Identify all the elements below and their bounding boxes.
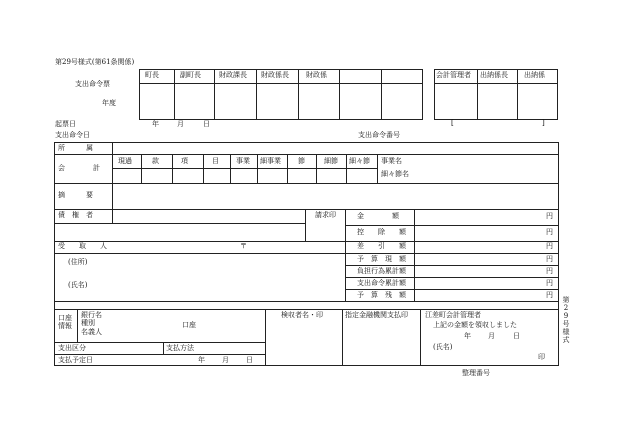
bank-holder-label: 名義人 [81, 328, 102, 336]
year-suffix: 年度 [102, 99, 116, 107]
amount-unit-budget: 円 [546, 255, 553, 263]
name-label: (氏名) [68, 281, 88, 289]
order-label: 支出命令票 [75, 80, 110, 88]
budget-col-saisetsu: 細節 [324, 157, 338, 165]
amount-unit-remaining: 円 [546, 291, 553, 299]
bank-name-label: 銀行名 [81, 311, 102, 319]
dept-label: 所 属 [58, 144, 93, 152]
recipient-label: 受 取 人 [58, 242, 107, 250]
amount-unit-total: 円 [546, 212, 553, 220]
amount-label-total: 金 額 [357, 212, 399, 220]
pay-method-label: 支払方法 [166, 344, 194, 352]
accounting-manager: 会計管理者 [436, 71, 471, 79]
budget-col-kou: 項 [181, 157, 188, 165]
pay-month: 月 [222, 356, 229, 364]
approval-finance-chief: 財政係長 [261, 71, 289, 79]
pay-day: 日 [246, 356, 253, 364]
budget-col-setsu: 節 [298, 157, 305, 165]
postal-mark: 〒 [240, 242, 247, 250]
sub-section-label: 細々節名 [381, 170, 409, 178]
pay-category-label: 支出区分 [58, 344, 86, 352]
amount-label-remaining: 予 算 残 額 [357, 291, 406, 299]
bracket-close: ] [542, 119, 545, 127]
main-form-table [54, 142, 559, 366]
amount-label-ordered: 支出命令累計額 [357, 279, 406, 287]
issue-date-label: 起票日 [55, 120, 76, 128]
pay-date-label: 支払予定日 [58, 356, 93, 364]
receipt-month: 月 [488, 332, 495, 340]
inspector-label: 検収者名・印 [281, 311, 323, 319]
claim-seal-label: 請求印 [315, 211, 336, 219]
account-label: 会 計 [58, 164, 100, 172]
bank-info-label: 口座情報 [58, 314, 72, 330]
amount-unit-deduction: 円 [546, 228, 553, 236]
order-date-label: 支出命令日 [55, 131, 90, 139]
amount-unit-ordered: 円 [546, 279, 553, 287]
ref-number-label: 整理番号 [462, 369, 490, 377]
treasurer-title: 江差町会計管理者 [425, 311, 481, 319]
side-form-label: 第29号様式 [562, 296, 570, 344]
receipt-name-label: (氏名) [433, 343, 453, 351]
approval-mayor: 町長 [145, 71, 159, 79]
project-name-label: 事業名 [381, 157, 402, 165]
amount-label-deduction: 控 除 額 [357, 228, 406, 236]
amount-unit-net: 円 [546, 242, 553, 250]
summary-label: 摘 要 [58, 191, 93, 199]
creditor-label: 債 権 者 [58, 211, 93, 219]
approval-deputy: 副町長 [180, 71, 201, 79]
form-title: 第29号様式(第61条関係) [55, 58, 135, 66]
budget-col-year: 現過 [118, 157, 132, 165]
receipt-year: 年 [464, 332, 471, 340]
amount-label-net: 差 引 額 [357, 242, 406, 250]
issue-year: 年 [152, 120, 159, 128]
address-label: (住所) [68, 258, 88, 266]
amount-unit-commitment: 円 [546, 267, 553, 275]
budget-col-saisaisetsu: 細々節 [349, 157, 370, 165]
amount-label-budget: 予 算 現 額 [357, 255, 406, 263]
bank-type-label: 種別 [81, 319, 95, 327]
issue-month: 月 [177, 120, 184, 128]
approval-finance-director: 財政課長 [219, 71, 247, 79]
budget-col-kan: 款 [152, 157, 159, 165]
bracket-open: [ [451, 119, 454, 127]
receipt-text: 上記の金額を領収しました [433, 321, 517, 329]
budget-col-subproject: 細事業 [260, 157, 281, 165]
accounting-chief: 出納係長 [480, 71, 508, 79]
amount-label-commitment: 負担行為累計額 [357, 267, 406, 275]
pay-year: 年 [198, 356, 205, 364]
budget-col-moku: 目 [212, 157, 219, 165]
order-number-label: 支出命令番号 [358, 131, 400, 139]
budget-col-project: 事業 [236, 157, 250, 165]
approval-finance-staff: 財政係 [306, 71, 327, 79]
accounting-staff: 出納係 [524, 71, 545, 79]
receipt-seal: 印 [538, 353, 545, 361]
designated-bank-label: 指定金融機関支払印 [345, 311, 408, 319]
issue-day: 日 [203, 120, 210, 128]
receipt-day: 日 [513, 332, 520, 340]
account-no-label: 口座 [182, 321, 196, 329]
